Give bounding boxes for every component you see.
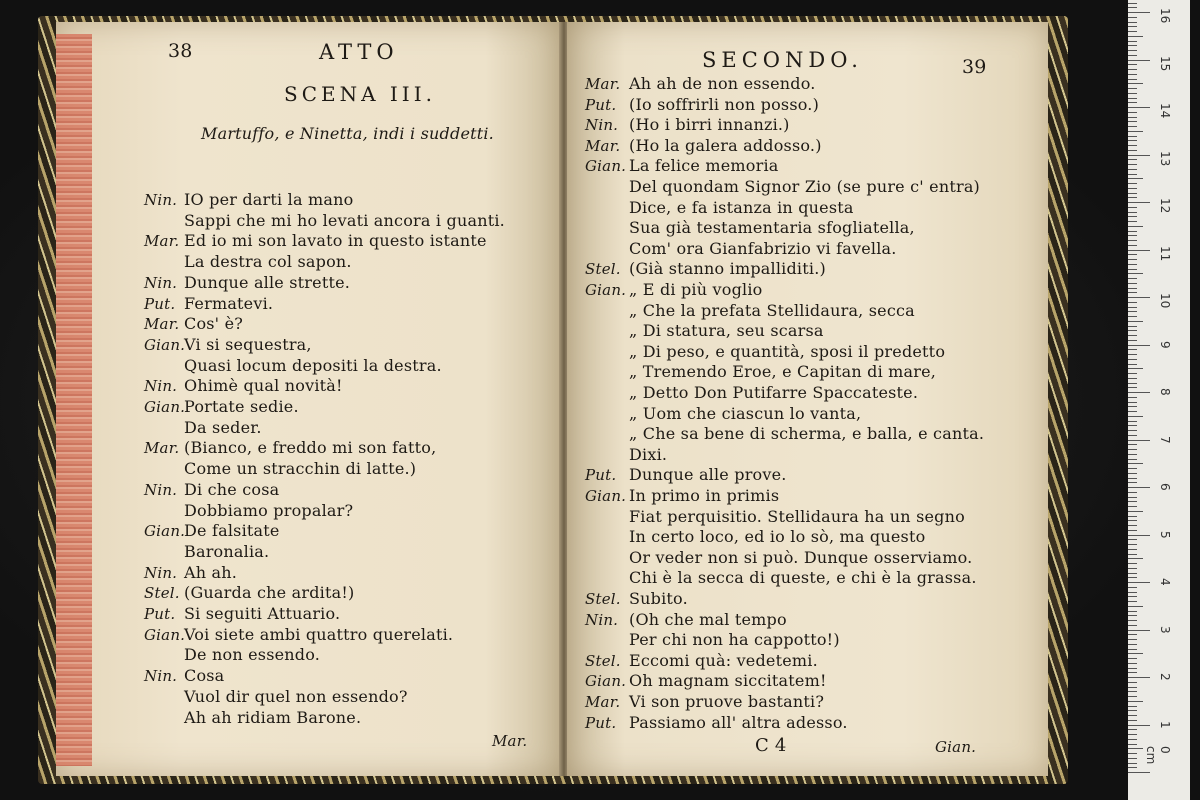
speaker-label: Nin. [585,116,619,135]
verse-line: Ohimè qual novità! [184,376,343,396]
verse-line: Vi si sequestra, [184,334,312,354]
ruler-tick [1128,720,1137,721]
speaker-label: Gian. [144,522,186,541]
ruler-tick [1128,307,1137,308]
verse-line: „ Uom che ciascun lo vanta, [629,403,862,423]
ruler-tick [1128,682,1137,683]
ruler-tick [1128,326,1137,327]
ruler-tick [1128,715,1137,716]
verse-line: Chi è la secca di queste, e chi è la grassa. [629,568,977,588]
verse-line: Vuol dir quel non essendo? [184,686,408,706]
ruler-tick [1128,691,1137,692]
verse-line: Sappi che mi ho levati ancora i guanti. [184,210,505,230]
ruler-tick [1128,497,1137,498]
ruler-label: 7 [1158,435,1172,444]
speaker-label: Put. [585,466,617,485]
ruler-tick [1128,478,1137,479]
ruler-tick [1128,411,1137,412]
ruler-label: 12 [1158,198,1172,214]
ruler-tick [1128,311,1137,312]
left-running-header: ATTO [319,40,399,64]
ruler-tick [1128,112,1137,113]
verse-line: IO per darti la mano [184,190,354,209]
verse-line: Baronalia. [184,541,270,561]
ruler-tick [1128,45,1137,46]
verse-line: Ed io mi son lavato in questo istante [184,231,487,251]
speaker-label: Gian. [144,398,186,416]
speaker-label: Stel. [585,651,621,670]
ruler-tick [1128,12,1150,13]
ruler-tick [1128,554,1137,555]
ruler-tick [1128,611,1137,612]
verse-line: „ Di peso, e quantità, sposi il predetto [629,341,946,361]
speaker-label: Mar. [585,693,621,711]
ruler-tick [1128,430,1137,431]
ruler-tick [1128,174,1137,175]
speaker-label: Put. [144,605,176,623]
ruler-tick [1128,440,1150,441]
speaker-label: Gian. [144,335,186,354]
ruler-tick [1128,207,1137,208]
ruler-tick [1128,150,1137,151]
ruler-label: 5 [1158,530,1172,539]
ruler-tick [1128,212,1137,213]
ruler-tick [1128,530,1137,531]
ruler-tick [1128,725,1150,726]
ruler-label: 8 [1158,388,1172,396]
ruler-label: 9 [1158,340,1172,349]
ruler-tick [1128,587,1137,588]
ruler-tick [1128,164,1137,165]
ruler-label: 6 [1158,483,1172,491]
speaker-label: Gian. [144,625,186,644]
ruler-tick [1128,644,1137,645]
ruler-tick [1128,17,1137,18]
ruler-tick [1128,539,1137,540]
ruler-tick [1128,245,1137,246]
verse-line: Com' ora Gianfabrizio vi favella. [629,238,897,258]
right-page [567,22,1048,776]
speaker-label: Stel. [144,584,180,603]
verse-line: Portate sedie. [184,397,299,416]
ruler-label: 15 [1158,55,1172,71]
ruler-tick [1128,772,1150,773]
ruler-label: 4 [1158,578,1172,586]
verse-line: Dunque alle strette. [184,272,351,292]
ruler-tick [1128,188,1137,189]
ruler-tick [1128,297,1150,298]
ruler-tick [1128,364,1137,365]
ruler-tick [1128,69,1137,70]
ruler-tick [1128,487,1150,488]
verse-line: Quasi locum depositi la destra. [184,355,442,375]
ruler-tick [1128,26,1137,27]
ruler-label: 0 cm [1144,746,1172,765]
measurement-ruler [1128,0,1190,800]
ruler-tick [1128,231,1137,232]
verse-line: Da seder. [184,417,262,437]
stage-direction: Martuffo, e Ninetta, indi i suddetti. [201,124,494,143]
ruler-label: 11 [1158,245,1172,261]
ruler-tick [1128,121,1137,122]
ruler-tick [1128,634,1137,635]
ruler-tick [1128,601,1137,602]
ruler-tick [1128,359,1137,360]
ruler-tick [1128,387,1137,388]
ruler-tick [1128,758,1137,759]
verse-line: Ah ah. [184,562,238,582]
ruler-tick [1128,729,1137,730]
ruler-tick [1128,292,1137,293]
ruler-tick [1128,159,1137,160]
ruler-tick [1128,516,1137,517]
ruler-tick [1128,202,1150,203]
ruler-tick [1128,273,1143,274]
speaker-label: Nin. [144,273,178,292]
speaker-label: Nin. [144,480,178,499]
ruler-tick [1128,535,1150,536]
verse-line: Fiat perquisitio. Stellidaura ha un segno [629,506,965,526]
ruler-tick [1128,193,1137,194]
ruler-tick [1128,658,1137,659]
ruler-tick [1128,620,1137,621]
ruler-label: 10 [1158,293,1172,309]
verse-line: In certo loco, ed io lo sò, ma questo [629,527,926,547]
speaker-label: Mar. [585,75,621,93]
ruler-tick [1128,378,1137,379]
right-page-number: 39 [962,56,987,78]
ruler-tick [1128,677,1150,678]
ruler-tick [1128,278,1137,279]
verse-line: Del quondam Signor Zio (se pure c' entra) [629,177,981,196]
speaker-label: Mar. [144,315,180,334]
ruler-tick [1128,368,1143,369]
ruler-tick [1128,763,1137,764]
verse-line: De falsitate [184,521,280,541]
ruler-tick [1128,98,1137,99]
verse-line: Dobbiamo propalar? [184,500,354,520]
verse-line: Cos' è? [184,314,244,334]
ruler-label: 1 [1158,720,1172,729]
verse-line: Come un stracchin di latte.) [184,459,417,479]
ruler-tick [1128,615,1137,616]
ruler-tick [1128,739,1137,740]
speaker-label: Mar. [585,136,621,155]
verse-line: Ah ah ridiam Barone. [184,707,362,727]
verse-line: Sua già testamentaria sfogliatella, [629,218,915,238]
ruler-label: 16 [1158,8,1172,24]
ruler-tick [1128,302,1137,303]
ruler-tick [1128,397,1137,398]
verse-line: Eccomi quà: vedetemi. [629,650,818,670]
ruler-tick [1128,41,1137,42]
ruler-tick [1128,734,1137,735]
verse-line: (Ho la galera addosso.) [629,135,822,155]
verse-line: Fermatevi. [184,293,274,313]
left-page-number: 38 [168,40,193,62]
ruler-tick [1128,383,1137,384]
ruler-tick [1128,330,1137,331]
verse-line: Per chi non ha cappotto!) [629,630,840,650]
ruler-tick [1128,102,1137,103]
verse-line: Voi siete ambi quattro querelati. [184,624,454,644]
verse-line: Or veder non si può. Dunque osserviamo. [629,547,973,567]
ruler-tick [1128,582,1150,583]
ruler-tick [1128,606,1143,607]
ruler-tick [1128,136,1137,137]
ruler-tick [1128,568,1137,569]
ruler-tick [1128,117,1137,118]
verse-line: (Ho i birri innanzi.) [629,115,790,135]
ruler-tick [1128,492,1137,493]
ruler-tick [1128,221,1137,222]
ruler-tick [1128,74,1137,75]
ruler-tick [1128,577,1137,578]
ruler-tick [1128,525,1137,526]
ruler-tick [1128,197,1137,198]
verse-line: „ Tremendo Eroe, e Capitan di mare, [629,362,937,382]
ruler-tick [1128,131,1143,132]
ruler-tick [1128,625,1137,626]
ruler-tick [1128,60,1150,61]
left-catchword: Mar. [492,732,528,750]
ruler-tick [1128,639,1137,640]
ruler-tick [1128,316,1137,317]
verse-line: „ Di statura, seu scarsa [629,321,824,341]
ruler-tick [1128,649,1137,650]
ruler-tick [1128,269,1137,270]
speaker-label: Mar. [144,232,180,251]
speaker-label: Nin. [144,563,178,582]
ruler-tick [1128,226,1143,227]
ruler-tick [1128,444,1137,445]
ruler-tick [1128,630,1150,631]
ruler-tick [1128,558,1143,559]
ruler-tick [1128,373,1137,374]
ruler-tick [1128,250,1150,251]
page-edge-red [56,34,92,766]
verse-line: In primo in primis [629,486,780,505]
ruler-tick [1128,482,1137,483]
ruler-tick [1128,767,1137,768]
verse-line: La destra col sapon. [184,252,352,272]
ruler-tick [1128,36,1143,37]
speaker-label: Nin. [144,191,178,209]
ruler-label: 2 [1158,673,1172,681]
verse-line: Subito. [629,589,688,608]
speaker-label: Gian. [585,487,627,505]
ruler-tick [1128,710,1137,711]
ruler-tick [1128,463,1143,464]
ruler-tick [1128,663,1137,664]
ruler-tick [1128,511,1143,512]
ruler-tick [1128,425,1137,426]
ruler-tick [1128,563,1137,564]
speaker-label: Nin. [144,377,178,396]
ruler-tick [1128,264,1137,265]
ruler-tick [1128,653,1143,654]
speaker-label: Put. [144,294,176,313]
verse-line: (Già stanno impalliditi.) [629,259,826,279]
ruler-tick [1128,753,1137,754]
verse-line: „ Che la prefata Stellidaura, secca [629,300,915,320]
ruler-tick [1128,668,1137,669]
ruler-tick [1128,240,1137,241]
scene-title: SCENA III. [284,82,436,106]
ruler-tick [1128,31,1137,32]
speaker-label: Nin. [144,667,178,686]
ruler-tick [1128,321,1143,322]
ruler-tick [1128,126,1137,127]
ruler-label: 3 [1158,625,1172,634]
ruler-tick [1128,744,1137,745]
ruler-tick [1128,421,1137,422]
ruler-tick [1128,216,1137,217]
right-catchword: Gian. [935,738,977,756]
ruler-tick [1128,701,1143,702]
verse-line: De non essendo. [184,645,321,665]
ruler-tick [1128,178,1143,179]
ruler-tick [1128,55,1137,56]
open-book [56,22,1048,776]
ruler-tick [1128,696,1137,697]
speaker-label: Gian. [585,672,627,691]
verse-line: Cosa [184,666,225,686]
verse-line: (Bianco, e freddo mi son fatto, [184,438,437,458]
speaker-label: Gian. [585,157,627,176]
ruler-tick [1128,79,1137,80]
verse-line: (Guarda che ardita!) [184,583,355,603]
ruler-tick [1128,340,1137,341]
verse-line: Di che cosa [184,479,280,499]
ruler-tick [1128,183,1137,184]
verse-line: Ah ah de non essendo. [629,74,816,93]
ruler-tick [1128,392,1150,393]
ruler-tick [1128,169,1137,170]
ruler-tick [1128,506,1137,507]
ruler-tick [1128,501,1137,502]
speaker-label: Nin. [585,610,619,629]
verse-line: Passiamo all' altra adesso. [629,712,848,732]
ruler-tick [1128,402,1137,403]
speaker-label: Put. [585,713,617,732]
ruler-tick [1128,3,1137,4]
ruler-tick [1128,416,1143,417]
ruler-tick [1128,140,1137,141]
speaker-label: Put. [585,95,617,114]
ruler-tick [1128,235,1137,236]
ruler-tick [1128,335,1137,336]
right-running-header: SECONDO. [702,48,863,72]
verse-line: Vi son pruove bastanti? [629,692,825,711]
ruler-tick [1128,706,1137,707]
ruler-tick [1128,83,1143,84]
ruler-tick [1128,155,1150,156]
ruler-tick [1128,145,1137,146]
ruler-tick [1128,406,1137,407]
ruler-tick [1128,288,1137,289]
ruler-tick [1128,7,1137,8]
ruler-tick [1128,50,1137,51]
ruler-tick [1128,354,1137,355]
ruler-tick [1128,88,1137,89]
ruler-tick [1128,349,1137,350]
ruler-tick [1128,549,1137,550]
ruler-tick [1128,596,1137,597]
verse-line: (Oh che mal tempo [629,609,787,629]
ruler-tick [1128,687,1137,688]
ruler-tick [1128,107,1150,108]
ruler-label: 14 [1158,103,1172,119]
ruler-tick [1128,544,1137,545]
ruler-tick [1128,748,1143,749]
ruler-tick [1128,520,1137,521]
ruler-tick [1128,473,1137,474]
ruler-tick [1128,468,1137,469]
ruler-tick [1128,459,1137,460]
speaker-label: Stel. [585,590,621,608]
ruler-tick [1128,454,1137,455]
verse-line: Dunque alle prove. [629,465,787,485]
verse-line: „ E di più voglio [629,280,763,299]
ruler-tick [1128,672,1137,673]
ruler-tick [1128,259,1137,260]
ruler-tick [1128,283,1137,284]
ruler-tick [1128,435,1137,436]
speaker-label: Mar. [144,439,180,458]
verse-line: La felice memoria [629,156,779,176]
verse-line: Si seguiti Attuario. [184,604,341,623]
ruler-tick [1128,22,1137,23]
ruler-tick [1128,345,1150,346]
ruler-tick [1128,592,1137,593]
verse-line: „ Che sa bene di scherma, e balla, e canta. [629,424,985,444]
ruler-tick [1128,449,1137,450]
speaker-label: Gian. [585,281,627,299]
speaker-label: Stel. [585,260,621,279]
verse-line: (Io soffrirli non posso.) [629,94,820,114]
verse-line: Dixi. [629,444,668,464]
signature-mark: C 4 [755,735,787,756]
left-page [56,22,561,776]
ruler-tick [1128,573,1137,574]
ruler-tick [1128,64,1137,65]
verse-line: Oh magnam siccitatem! [629,671,827,691]
ruler-label: 13 [1158,150,1172,166]
verse-line: Dice, e fa istanza in questa [629,197,854,217]
verse-line: „ Detto Don Putifarre Spaccateste. [629,383,919,402]
ruler-tick [1128,254,1137,255]
ruler-tick [1128,93,1137,94]
